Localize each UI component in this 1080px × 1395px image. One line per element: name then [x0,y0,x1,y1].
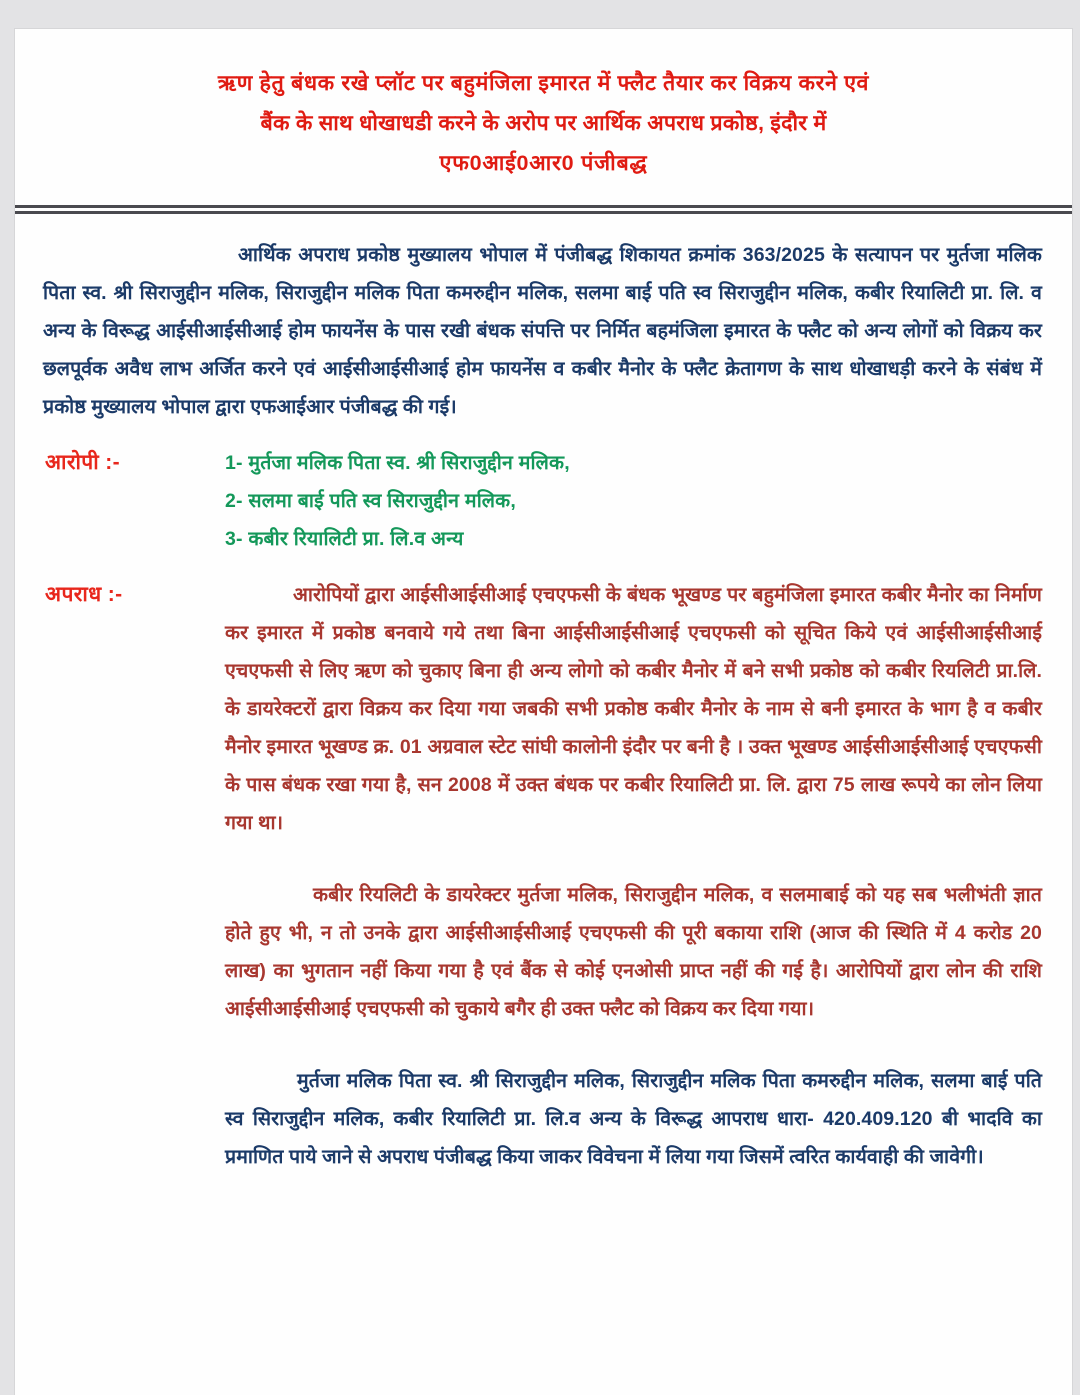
accused-section-label: आरोपी :- [45,451,121,474]
list-item: 3- कबीर रियालिटी प्रा. लि.व अन्य [225,528,464,550]
conclusion-paragraph: मुर्तजा मलिक पिता स्व. श्री सिराजुद्दीन मलिक, सिराजुद्दीन मलिक पिता कमरुद्दीन मलिक, सलमा बाई पति स्व सिराजुद्दीन मलिक, कबीर रियालिटी प्रा. लि.व अन्य के विरूद्ध आपराध धारा- 420.409.120 बी भादवि का प्रमाणित पाये जाने से अपराध पंजीबद्ध किया जाकर विवेचना में लिया गया जिसमें त्वरित कार्यवाही की जावेगी। [225,1070,1042,1168]
list-item: 1- मुर्तजा मलिक पिता स्व. श्री सिराजुद्दीन मलिक, [225,452,570,474]
title-line-2: बैंक के साथ धोखाधडी करने के अरोप पर आर्थिक अपराध प्रकोष्ठ, इंदौर में [260,111,827,135]
crime-paragraph-1: आरोपियों द्वारा आईसीआईसीआई एचएफसी के बंधक भूखण्ड पर बहुमंजिला इमारत कबीर मैनोर का निर्माण कर इमारत में प्रकोष्ठ बनवाये गये तथा बिना आईसीआईसीआई एचएफसी को सूचित किये एवं आईसीआईसीआई एचएफसी से लिए ऋण को चुकाए बिना ही अन्य लोगो को कबीर मैनोर में बने सभी प्रकोष्ठ को कबीर रियलिटी प्रा.लि. के डायरेक्टरों द्वारा विक्रय कर दिया गया जबकी सभी प्रकोष्ठ कबीर मैनोर के नाम से बनी इमारत के भाग है व कबीर मैनोर इमारत भूखण्ड क्र. 01 अग्रवाल स्टेट सांघी कालोनी इंदौर पर बनी है । उक्त भूखण्ड आईसीआईसीआई एचएफसी के पास बंधक रखा गया है, सन 2008 में उक्त बंधक पर कबीर रियालिटी प्रा. लि. द्वारा 75 लाख रूपये का लोन लिया गया था। [225,584,1042,834]
crime-section-body [225,576,1042,1176]
document-page [14,28,1073,1395]
crime-section-label: अपराध :- [45,583,123,606]
title-line-3: एफ0आई0आर0 पंजीबद्ध [439,151,648,175]
crime-section [43,576,1042,1176]
accused-list [225,444,1042,558]
intro-paragraph: आर्थिक अपराध प्रकोष्ठ मुख्यालय भोपाल में पंजीबद्ध शिकायत क्रमांक 363/2025 के सत्यापन पर मुर्तजा मलिक पिता स्व. श्री सिराजुद्दीन मलिक, सिराजुद्दीन मलिक पिता कमरुद्दीन मलिक, सलमा बाई पति स्व सिराजुद्दीन मलिक, कबीर रियालिटी प्रा. लि. व अन्य के विरूद्ध आईसीआईसीआई होम फायनेंस के पास रखी बंधक संपत्ति पर निर्मित बहमंजिला इमारत के फ्लैट को अन्य लोगों को विक्रय कर छलपूर्वक अवैध लाभ अर्जित करने एवं आईसीआईसीआई होम फायनेंस व कबीर मैनोर के फ्लैट क्रेतागण के साथ धोखाधड़ी करने के संबंध में प्रकोष्ठ मुख्यालय भोपाल द्वारा एफआईआर पंजीबद्ध की गई। [43,244,1042,418]
crime-paragraph-2: कबीर रियलिटी के डायरेक्टर मुर्तजा मलिक, सिराजुद्दीन मलिक, व सलमाबाई को यह सब भलीभंती ज्ञात होते हुए भी, न तो उनके द्वारा आईसीआईसीआई एचएफसी की पूरी बकाया राशि (आज की स्थिति में 4 करोड 20 लाख) का भुगतान नहीं किया गया है एवं बैंक से कोई एनओसी प्राप्त नहीं की गई है। आरोपियों द्वारा लोन की राशि आईसीआईसीआई एचएफसी को चुकाये बगैर ही उक्त फ्लैट को विक्रय कर दिया गया। [225,884,1042,1020]
title-line-1: ऋण हेतु बंधक रखे प्लॉट पर बहुमंजिला इमारत में फ्लैट तैयार कर विक्रय करने एवं [217,71,870,95]
title-divider-rule [15,205,1072,214]
accused-section-body [225,444,1042,558]
list-item: 2- सलमा बाई पति स्व सिराजुद्दीन मलिक, [225,490,516,512]
accused-section [43,444,1042,558]
document-title-block [15,29,1072,183]
document-body [15,236,1072,1176]
